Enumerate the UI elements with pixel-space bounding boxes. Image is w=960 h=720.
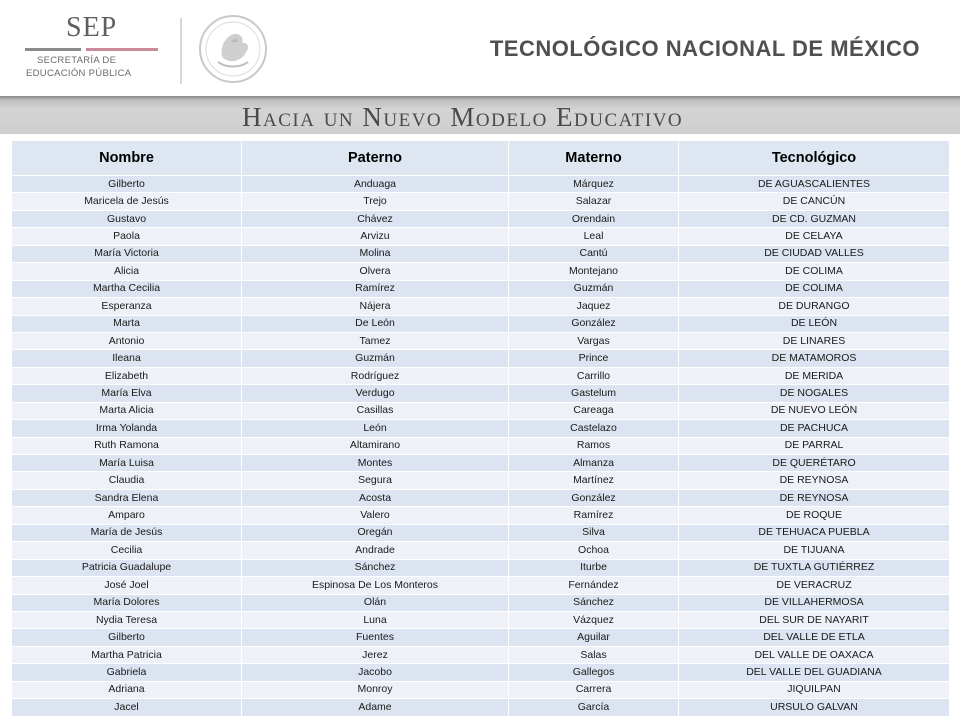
table-row — [12, 524, 950, 541]
cell-nombre: Patricia Guadalupe — [12, 559, 242, 576]
cell-nombre: Nydia Teresa — [12, 611, 242, 628]
cell-materno: García — [509, 699, 679, 716]
cell-tecnologico: DE LEÓN — [679, 315, 950, 332]
cell-nombre: María Luisa — [12, 455, 242, 472]
cell-tecnologico: JIQUILPAN — [679, 681, 950, 698]
cell-materno: Leal — [509, 228, 679, 245]
cell-paterno: Adame — [242, 699, 509, 716]
table-row — [12, 472, 950, 489]
cell-paterno: De León — [242, 315, 509, 332]
cell-paterno: Tamez — [242, 332, 509, 349]
cell-materno: Silva — [509, 524, 679, 541]
sep-logo-divider-accent — [86, 48, 158, 51]
cell-materno: Martínez — [509, 472, 679, 489]
header-divider — [180, 18, 182, 84]
cell-tecnologico: DE TIJUANA — [679, 542, 950, 559]
table-row — [12, 420, 950, 437]
cell-nombre: María Dolores — [12, 594, 242, 611]
cell-nombre: Antonio — [12, 332, 242, 349]
table-row — [12, 577, 950, 594]
cell-materno: Castelazo — [509, 420, 679, 437]
cell-materno: Carrillo — [509, 367, 679, 384]
cell-nombre: Esperanza — [12, 298, 242, 315]
cell-paterno: Altamirano — [242, 437, 509, 454]
table-row — [12, 629, 950, 646]
cell-nombre: María de Jesús — [12, 524, 242, 541]
cell-paterno: Fuentes — [242, 629, 509, 646]
table-row — [12, 193, 950, 210]
cell-materno: Aguilar — [509, 629, 679, 646]
cell-nombre: Amparo — [12, 507, 242, 524]
cell-materno: Jaquez — [509, 298, 679, 315]
table-row — [12, 699, 950, 716]
cell-tecnologico: DEL VALLE DE OAXACA — [679, 646, 950, 663]
cell-tecnologico: DE DURANGO — [679, 298, 950, 315]
cell-materno: Careaga — [509, 402, 679, 419]
cell-tecnologico: DE QUERÉTARO — [679, 455, 950, 472]
cell-tecnologico: DE PARRAL — [679, 437, 950, 454]
cell-nombre: José Joel — [12, 577, 242, 594]
column-header-nombre: Nombre — [12, 141, 242, 176]
cell-nombre: Jacel — [12, 699, 242, 716]
cell-paterno: Jerez — [242, 646, 509, 663]
cell-tecnologico: DE COLIMA — [679, 263, 950, 280]
cell-paterno: Verdugo — [242, 385, 509, 402]
table-row — [12, 455, 950, 472]
roster-table — [11, 140, 950, 717]
table-row — [12, 402, 950, 419]
cell-nombre: Paola — [12, 228, 242, 245]
cell-paterno: Luna — [242, 611, 509, 628]
cell-nombre: Elizabeth — [12, 367, 242, 384]
cell-paterno: Casillas — [242, 402, 509, 419]
cell-tecnologico: DE AGUASCALIENTES — [679, 176, 950, 193]
table-row — [12, 542, 950, 559]
cell-materno: Vargas — [509, 332, 679, 349]
cell-nombre: Ileana — [12, 350, 242, 367]
cell-tecnologico: DE CD. GUZMAN — [679, 210, 950, 227]
banner-shadow — [0, 96, 960, 100]
cell-materno: Ramos — [509, 437, 679, 454]
cell-materno: Fernández — [509, 577, 679, 594]
cell-nombre: Gilberto — [12, 629, 242, 646]
table-body — [12, 176, 950, 717]
cell-materno: Gastelum — [509, 385, 679, 402]
cell-materno: Orendain — [509, 210, 679, 227]
cell-paterno: Sánchez — [242, 559, 509, 576]
cell-tecnologico: DE MATAMOROS — [679, 350, 950, 367]
cell-tecnologico: DE CANCÚN — [679, 193, 950, 210]
tagline-text: Hacia un Nuevo Modelo Educativo — [242, 102, 684, 132]
cell-paterno: Rodríguez — [242, 367, 509, 384]
cell-tecnologico: DE TEHUACA PUEBLA — [679, 524, 950, 541]
cell-materno: Cantú — [509, 245, 679, 262]
cell-tecnologico: DE MERIDA — [679, 367, 950, 384]
cell-paterno: León — [242, 420, 509, 437]
cell-paterno: Monroy — [242, 681, 509, 698]
cell-paterno: Olán — [242, 594, 509, 611]
cell-materno: Vázquez — [509, 611, 679, 628]
cell-paterno: Segura — [242, 472, 509, 489]
cell-materno: González — [509, 489, 679, 506]
cell-materno: Salazar — [509, 193, 679, 210]
table-row — [12, 489, 950, 506]
cell-nombre: Gabriela — [12, 664, 242, 681]
cell-nombre: Cecilia — [12, 542, 242, 559]
table-row — [12, 315, 950, 332]
cell-tecnologico: DE REYNOSA — [679, 489, 950, 506]
cell-nombre: Martha Patricia — [12, 646, 242, 663]
cell-tecnologico: DE CELAYA — [679, 228, 950, 245]
table-row — [12, 367, 950, 384]
cell-nombre: Claudia — [12, 472, 242, 489]
cell-paterno: Oregán — [242, 524, 509, 541]
cell-tecnologico: URSULO GALVAN — [679, 699, 950, 716]
table-row — [12, 332, 950, 349]
cell-paterno: Guzmán — [242, 350, 509, 367]
cell-tecnologico: DE VERACRUZ — [679, 577, 950, 594]
cell-nombre: Marta Alicia — [12, 402, 242, 419]
cell-nombre: Maricela de Jesús — [12, 193, 242, 210]
cell-tecnologico: DE TUXTLA GUTIÉRREZ — [679, 559, 950, 576]
table-row — [12, 559, 950, 576]
table-row — [12, 646, 950, 663]
institution-name: TECNOLÓGICO NACIONAL DE MÉXICO — [489, 36, 920, 61]
cell-nombre: Irma Yolanda — [12, 420, 242, 437]
page-header — [0, 0, 960, 96]
cell-paterno: Molina — [242, 245, 509, 262]
cell-materno: Ochoa — [509, 542, 679, 559]
cell-tecnologico: DEL VALLE DE ETLA — [679, 629, 950, 646]
cell-paterno: Olvera — [242, 263, 509, 280]
sep-logo-subtitle-line2: EDUCACIÓN PÚBLICA — [26, 68, 132, 79]
table-row — [12, 385, 950, 402]
cell-paterno: Chávez — [242, 210, 509, 227]
cell-tecnologico: DE REYNOSA — [679, 472, 950, 489]
cell-paterno: Valero — [242, 507, 509, 524]
cell-materno: Almanza — [509, 455, 679, 472]
sep-logo-subtitle-line1: SECRETARÍA DE — [37, 55, 117, 66]
cell-materno: Guzmán — [509, 280, 679, 297]
sep-logo-divider-gray — [25, 48, 81, 51]
cell-nombre: Gilberto — [12, 176, 242, 193]
cell-tecnologico: DEL SUR DE NAYARIT — [679, 611, 950, 628]
cell-paterno: Ramírez — [242, 280, 509, 297]
table-row — [12, 176, 950, 193]
cell-nombre: Ruth Ramona — [12, 437, 242, 454]
table-row — [12, 228, 950, 245]
cell-paterno: Arvizu — [242, 228, 509, 245]
cell-materno: Salas — [509, 646, 679, 663]
cell-tecnologico: DE ROQUE — [679, 507, 950, 524]
cell-materno: Márquez — [509, 176, 679, 193]
table-row — [12, 681, 950, 698]
cell-materno: Montejano — [509, 263, 679, 280]
column-header-paterno: Paterno — [242, 141, 509, 176]
table-row — [12, 350, 950, 367]
cell-paterno: Espinosa De Los Monteros — [242, 577, 509, 594]
cell-paterno: Andrade — [242, 542, 509, 559]
table-row — [12, 210, 950, 227]
cell-paterno: Jacobo — [242, 664, 509, 681]
cell-nombre: Sandra Elena — [12, 489, 242, 506]
table-header-row — [12, 141, 950, 176]
cell-paterno: Anduaga — [242, 176, 509, 193]
cell-nombre: Gustavo — [12, 210, 242, 227]
cell-tecnologico: DE VILLAHERMOSA — [679, 594, 950, 611]
table-row — [12, 245, 950, 262]
cell-materno: Ramírez — [509, 507, 679, 524]
cell-nombre: María Victoria — [12, 245, 242, 262]
table-row — [12, 298, 950, 315]
column-header-tecnologico: Tecnológico — [679, 141, 950, 176]
cell-paterno: Trejo — [242, 193, 509, 210]
table-row — [12, 664, 950, 681]
table-row — [12, 611, 950, 628]
table-row — [12, 263, 950, 280]
cell-materno: Sánchez — [509, 594, 679, 611]
cell-tecnologico: DE LINARES — [679, 332, 950, 349]
table-row — [12, 280, 950, 297]
cell-nombre: Adriana — [12, 681, 242, 698]
table-row — [12, 594, 950, 611]
cell-materno: González — [509, 315, 679, 332]
cell-tecnologico: DE CIUDAD VALLES — [679, 245, 950, 262]
cell-tecnologico: DEL VALLE DEL GUADIANA — [679, 664, 950, 681]
cell-materno: Iturbe — [509, 559, 679, 576]
cell-materno: Prince — [509, 350, 679, 367]
column-header-materno: Materno — [509, 141, 679, 176]
cell-nombre: Marta — [12, 315, 242, 332]
cell-nombre: María Elva — [12, 385, 242, 402]
cell-nombre: Martha Cecilia — [12, 280, 242, 297]
cell-tecnologico: DE PACHUCA — [679, 420, 950, 437]
table-row — [12, 507, 950, 524]
cell-paterno: Nájera — [242, 298, 509, 315]
cell-tecnologico: DE NUEVO LEÓN — [679, 402, 950, 419]
cell-materno: Carrera — [509, 681, 679, 698]
cell-tecnologico: DE NOGALES — [679, 385, 950, 402]
sep-logo-title: SEP — [66, 12, 118, 43]
cell-tecnologico: DE COLIMA — [679, 280, 950, 297]
cell-nombre: Alicia — [12, 263, 242, 280]
table-row — [12, 437, 950, 454]
cell-paterno: Montes — [242, 455, 509, 472]
mexico-coat-of-arms-icon — [192, 12, 274, 86]
cell-paterno: Acosta — [242, 489, 509, 506]
cell-materno: Gallegos — [509, 664, 679, 681]
